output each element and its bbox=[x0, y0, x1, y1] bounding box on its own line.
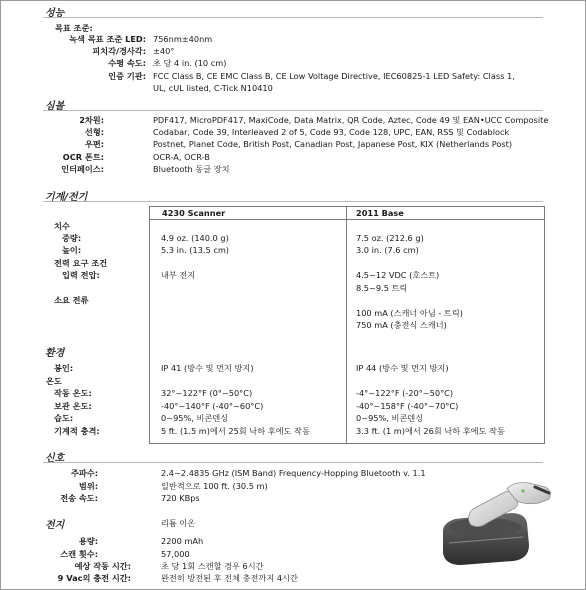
table-cell: IP 44 (방수 및 먼지 방지) bbox=[356, 363, 449, 373]
spec-label: 2차원: bbox=[79, 115, 104, 125]
table-row-label: 중량: bbox=[62, 233, 82, 243]
table-cell: 내부 전지 bbox=[161, 270, 196, 280]
section-title-radio: 신호 bbox=[45, 453, 65, 464]
spec-value: FCC Class B, CE EMC Class B, CE Low Voltage Directive, IEC60825-1 LED Safety: Class 1, bbox=[153, 71, 515, 81]
section-title-mechanical: 기계/전기 bbox=[45, 192, 88, 203]
spec-label: 피치각/경사각: bbox=[92, 46, 146, 56]
table-cell: 0~95%, 비콘덴싱 bbox=[161, 413, 229, 423]
table-cell: IP 41 (방수 및 먼지 방지) bbox=[161, 363, 254, 373]
table-cell: -40°~140°F (-40°~60°C) bbox=[161, 401, 264, 411]
table-cell: 5 ft. (1.5 m)에서 25회 낙하 후에도 작동 bbox=[161, 426, 310, 436]
spec-value: 2200 mAh bbox=[161, 536, 204, 546]
spec-label: 범위: bbox=[78, 481, 98, 491]
table-header-scanner: 4230 Scanner bbox=[162, 208, 226, 218]
table-cell: 100 mA (스캐너 아님 - 트릭) bbox=[356, 308, 463, 318]
table-row-label: 치수 bbox=[54, 221, 70, 231]
table-cell: 8.5~9.5 트릭 bbox=[356, 283, 408, 293]
battery-type: 리튬 이온 bbox=[161, 518, 196, 528]
table-row-label: 높이: bbox=[62, 245, 82, 255]
table-cell: 4.9 oz. (140.0 g) bbox=[161, 233, 229, 243]
spec-label: 주파수: bbox=[70, 468, 98, 478]
table-cell: -40°~158°F (-40°~70°C) bbox=[356, 401, 459, 411]
spec-value: Bluetooth 동글 장치 bbox=[153, 164, 230, 174]
spec-label: 우편: bbox=[84, 139, 104, 149]
table-cell: 3.0 in. (7.6 cm) bbox=[356, 245, 419, 255]
spec-value: 57,000 bbox=[161, 549, 190, 559]
section-title-performance: 성능 bbox=[45, 8, 65, 19]
spec-value: 완전히 방전된 후 전체 충전까지 4시간 bbox=[161, 573, 298, 583]
section-title-battery: 전지 bbox=[45, 520, 65, 531]
spec-value: Postnet, Planet Code, British Post, Canadian Post, Japanese Post, KIX (Netherlands Post) bbox=[153, 139, 513, 149]
spec-label: 9 Vac의 충전 시간: bbox=[57, 573, 131, 583]
section-rule bbox=[43, 110, 543, 111]
spec-value: Codabar, Code 39, Interleaved 2 of 5, Code 93, Code 128, UPC, EAN, RSS 및 Codablock bbox=[153, 127, 510, 137]
spec-label: 예상 작동 시간: bbox=[74, 561, 131, 571]
spec-value: 720 KBps bbox=[161, 493, 200, 503]
spec-value: 756nm±40nm bbox=[153, 34, 213, 44]
table-header-base: 2011 Base bbox=[356, 208, 404, 218]
spec-value: 2.4~2.4835 GHz (ISM Band) Frequency-Hopping Bluetooth v. 1.1 bbox=[161, 468, 426, 478]
table-header-divider bbox=[150, 219, 544, 220]
table-row-label: 입력 전압: bbox=[62, 270, 100, 280]
spec-value: OCR-A, OCR-B bbox=[153, 152, 210, 162]
table-row-label: 작동 온도: bbox=[54, 388, 92, 398]
table-row-label: 소요 전류 bbox=[54, 295, 89, 305]
table-cell: 32°~122°F (0°~50°C) bbox=[161, 388, 253, 398]
section-title-symbology: 심볼 bbox=[45, 101, 65, 112]
table-cell: 5.3 in. (13.5 cm) bbox=[161, 245, 229, 255]
table-cell: 3.3 ft. (1 m)에서 26회 낙하 후에도 작동 bbox=[356, 426, 505, 436]
spec-label: OCR 폰트: bbox=[62, 152, 104, 162]
table-row-label: 습도: bbox=[54, 413, 74, 423]
table-cell: -4°~122°F (-20°~50°C) bbox=[356, 388, 454, 398]
scanner-product-image bbox=[439, 479, 559, 567]
spec-label: 목표 조준: bbox=[55, 23, 93, 33]
spec-label: 인터페이스: bbox=[61, 164, 104, 174]
table-row-label: 기계적 충격: bbox=[54, 426, 100, 436]
table-cell: 4.5~12 VDC (호스트) bbox=[356, 270, 440, 280]
table-row-label: 온도 bbox=[46, 376, 62, 386]
section-rule bbox=[43, 201, 543, 202]
spec-label: 용량: bbox=[78, 536, 98, 546]
spec-label: 전송 속도: bbox=[60, 493, 98, 503]
section-rule bbox=[43, 462, 543, 463]
spec-value: PDF417, MicroPDF417, MaxiCode, Data Matrix, QR Code, Aztec, Code 49 및 EAN•UCC Composite bbox=[153, 115, 549, 125]
spec-label: 스캔 횟수: bbox=[60, 549, 98, 559]
table-row-label: 봉인: bbox=[54, 363, 74, 373]
spec-label: 수평 속도: bbox=[108, 58, 146, 68]
spec-label: 인증 기관: bbox=[108, 71, 146, 81]
table-row-label: 전력 요구 조건 bbox=[54, 258, 108, 268]
spec-value: UL, cUL listed, C-Tick N10410 bbox=[153, 83, 273, 93]
table-cell: 7.5 oz. (212.6 g) bbox=[356, 233, 424, 243]
section-title-environmental: 환경 bbox=[45, 348, 65, 359]
table-cell: 0~95%, 비콘덴싱 bbox=[356, 413, 424, 423]
spec-value: 일반적으로 100 ft. (30.5 m) bbox=[161, 481, 268, 491]
spec-value: 초 당 1회 스캔할 경우 6시간 bbox=[161, 561, 264, 571]
spec-value: ±40° bbox=[153, 46, 175, 56]
spec-label: 선형: bbox=[84, 127, 104, 137]
spec-value: 초 당 4 in. (10 cm) bbox=[153, 58, 227, 68]
table-row-label: 보관 온도: bbox=[54, 401, 92, 411]
section-rule bbox=[43, 17, 543, 18]
table-cell: 750 mA (충전식 스캐너) bbox=[356, 320, 447, 330]
table-column-divider bbox=[346, 207, 347, 443]
spec-label: 녹색 목표 조준 LED: bbox=[69, 34, 146, 44]
